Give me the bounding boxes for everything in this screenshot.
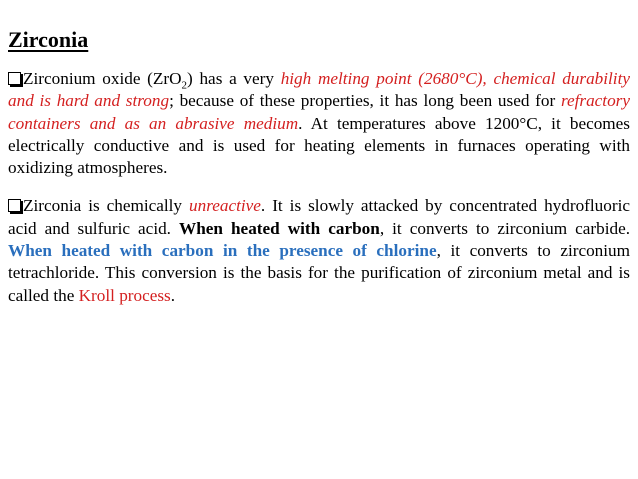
p2-highlight-unreactive: unreactive [189,196,261,216]
p1-highlight-properties: high melting point (2680°C), chemical durability and is hard and strong [8,69,630,111]
slide-title: Zirconia [8,27,89,52]
p1-text-d: ; because of these properties, it has long been used for [169,91,561,111]
square-bullet-icon [8,72,21,85]
p1-text-b: ) has a very [187,69,281,88]
p2-highlight-chlorine: When heated with carbon in the presence of chlorine [8,241,437,261]
p1-highlight-uses: refractory containers and as an abrasive medium [8,91,630,133]
p1-text-f: . At temperatures above 1200°C, it becomes electrically conductive and is used for heating elements in furnaces operating with oxidizing atmospheres. [8,113,630,178]
p1-subscript: 2 [181,79,188,92]
p2-text-c: . It is slowly attacked by concentrated hydrofluoric acid and sulfuric acid. [8,196,630,238]
square-bullet-icon [8,199,21,212]
paragraph-zirconium-oxide [8,68,630,179]
p2-text-g: , it converts to zirconium tetrachloride. This conversion is the basis for the purification of zirconium metal and is called the [8,241,631,305]
p2-bold-carbon: When heated with carbon [179,218,380,238]
paragraph-reactivity [8,195,630,306]
slide-content [8,26,630,323]
p2-text-a: Zirconia is chemically [23,196,190,216]
p1-text-a: Zirconium oxide (ZrO [23,69,182,88]
p2-text-i: . [170,285,176,305]
p2-text-e: , it converts to zirconium carbide. [379,218,630,238]
p2-highlight-kroll: Kroll process [78,285,171,305]
